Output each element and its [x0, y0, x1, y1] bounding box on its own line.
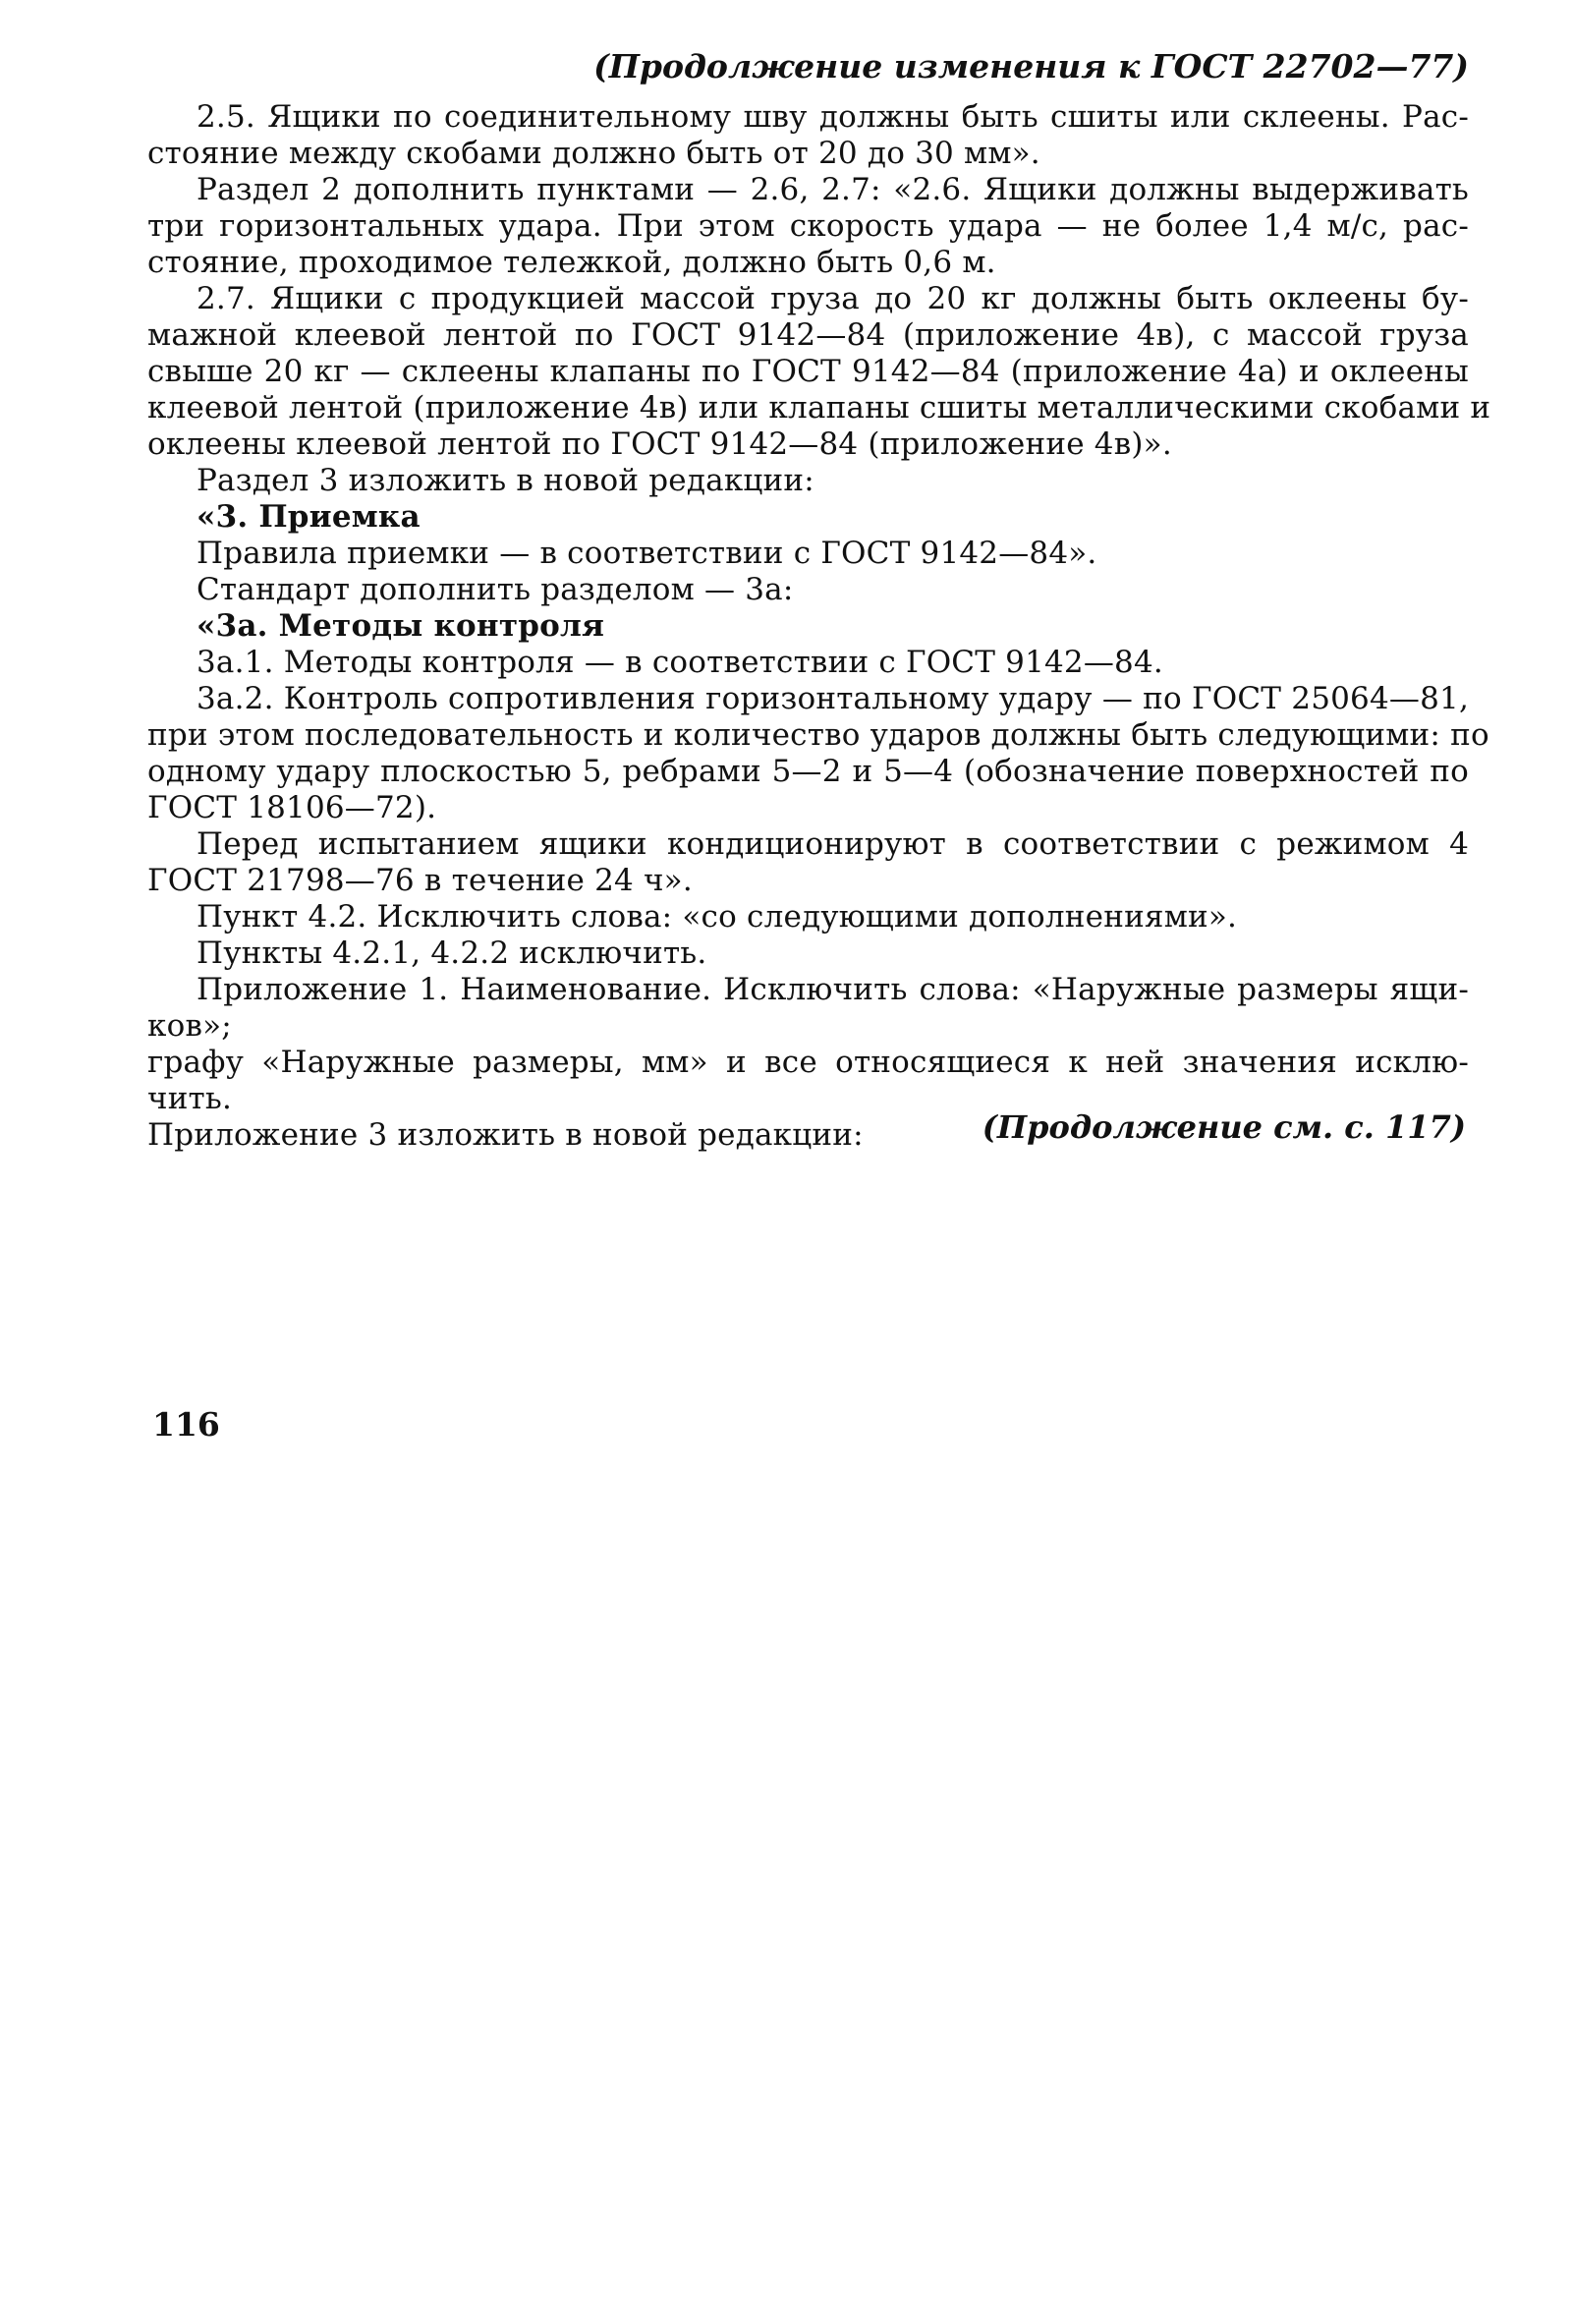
text-line: Перед испытанием ящики кондиционируют в соответствии с режимом 4: [196, 826, 1469, 862]
body-text: [147, 99, 1491, 1154]
text-line: Приложение 1. Наименование. Исключить слова: «Наружные размеры ящи-: [196, 972, 1469, 1007]
text-line: 3а.2. Контроль сопротивления горизонтальному удару — по ГОСТ 25064—81,: [196, 681, 1469, 716]
text-line: Раздел 2 дополнить пунктами — 2.6, 2.7: «2.6. Ящики должны выдерживать: [196, 172, 1469, 207]
text-line: ков»;: [147, 1008, 232, 1044]
text-line: три горизонтальных удара. При этом скорость удара — не более 1,4 м/с, рас-: [147, 208, 1469, 244]
text-line: Приложение 3 изложить в новой редакции:: [147, 1117, 864, 1153]
text-line: Пункт 4.2. Исключить слова: «со следующими дополнениями».: [196, 899, 1238, 935]
section-heading: «3а. Методы контроля: [196, 608, 605, 644]
text-line: стояние, проходимое тележкой, должно быть 0,6 м.: [147, 245, 996, 280]
text-line: ГОСТ 18106—72).: [147, 790, 437, 825]
text-line: ГОСТ 21798—76 в течение 24 ч».: [147, 863, 693, 898]
text-line: чить.: [147, 1081, 233, 1116]
section-heading: «3. Приемка: [196, 499, 421, 535]
text-line: 2.5. Ящики по соединительному шву должны быть сшиты или склеены. Рас-: [196, 99, 1469, 135]
text-line: одному удару плоскостью 5, ребрами 5—2 и 5—4 (обозначение поверхностей по: [147, 754, 1469, 789]
text-line: 3а.1. Методы контроля — в соответствии с ГОСТ 9142—84.: [196, 645, 1163, 680]
text-line: клеевой лентой (приложение 4в) или клапаны сшиты металлическими скобами и: [147, 390, 1491, 425]
text-line: 2.7. Ящики с продукцией массой груза до 20 кг должны быть оклеены бу-: [196, 281, 1469, 316]
page-number: 116: [152, 1405, 220, 1444]
continuation-header: (Продолжение изменения к ГОСТ 22702—77): [593, 47, 1469, 85]
text-line: стояние между скобами должно быть от 20 до 30 мм».: [147, 136, 1040, 171]
text-line: графу «Наружные размеры, мм» и все относящиеся к ней значения исклю-: [147, 1045, 1469, 1080]
text-line: Стандарт дополнить разделом — 3а:: [196, 572, 794, 607]
text-line: свыше 20 кг — склеены клапаны по ГОСТ 9142—84 (приложение 4а) и оклеены: [147, 354, 1469, 389]
text-line: Пункты 4.2.1, 4.2.2 исключить.: [196, 935, 707, 971]
continuation-footer: (Продолжение см. с. 117): [982, 1108, 1466, 1146]
text-line: Раздел 3 изложить в новой редакции:: [196, 463, 814, 498]
text-line: Правила приемки — в соответствии с ГОСТ 9142—84».: [196, 536, 1097, 571]
text-line: при этом последовательность и количество ударов должны быть следующими: по: [147, 717, 1489, 753]
text-line: мажной клеевой лентой по ГОСТ 9142—84 (приложение 4в), с массой груза: [147, 317, 1469, 353]
text-line: оклеены клеевой лентой по ГОСТ 9142—84 (приложение 4в)».: [147, 426, 1172, 462]
